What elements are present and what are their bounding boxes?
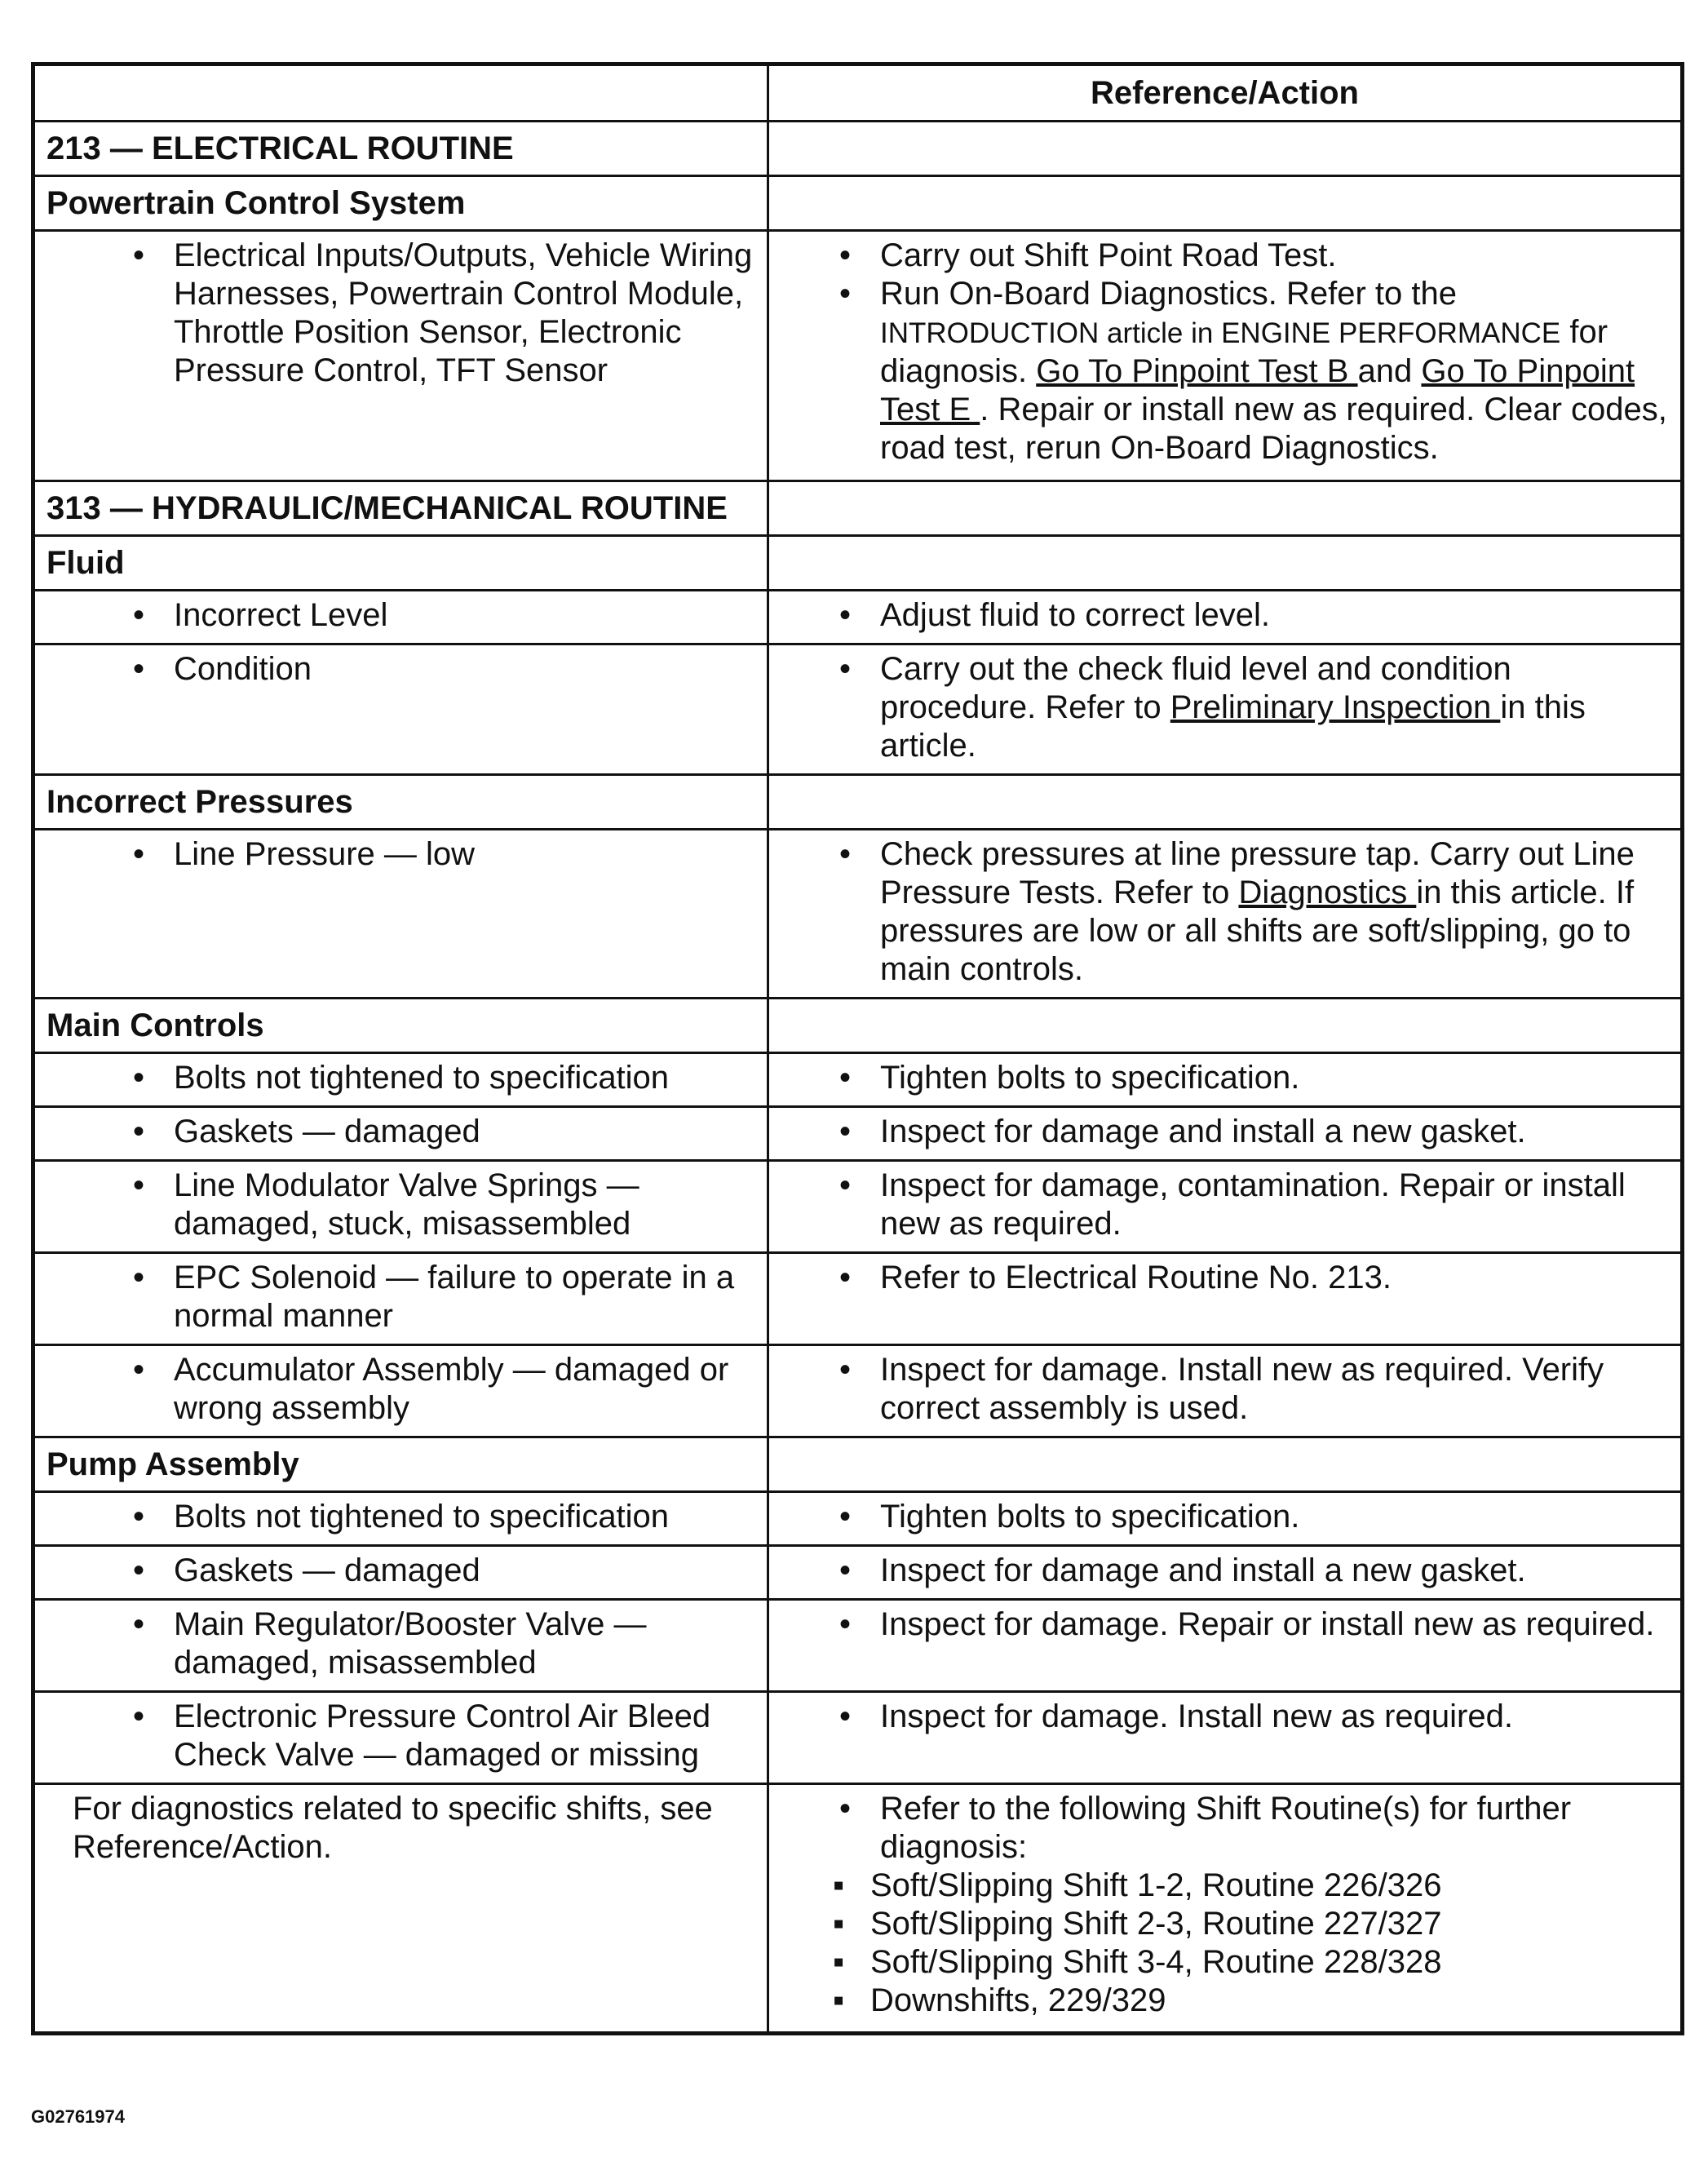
table-row — [33, 231, 1683, 481]
action-cell — [768, 1345, 1683, 1437]
symptom-item: • Line Modulator Valve Springs — damaged, stuck, misassembled — [35, 1167, 767, 1243]
empty-cell — [768, 481, 1683, 536]
pinpoint-test-b-link[interactable]: Go To Pinpoint Test B — [1036, 353, 1358, 389]
symptom-item: • Main Regulator/Booster Valve — damaged, misassembled — [35, 1605, 767, 1682]
symptom-item: • Bolts not tightened to specification — [35, 1059, 767, 1097]
symptom-cell — [33, 1053, 768, 1107]
shift-note-cell — [33, 1784, 768, 2034]
routine-313-row — [33, 481, 1683, 536]
action-cell — [768, 1784, 1683, 2034]
figure-id: G02761974 — [31, 2106, 125, 2127]
section-main-controls: Main Controls — [33, 999, 768, 1053]
action-cell — [768, 1253, 1683, 1345]
action-item: • Inspect for damage and install a new gasket. — [769, 1552, 1680, 1590]
header-row — [33, 64, 1683, 122]
action-cell — [768, 1546, 1683, 1600]
shift-routine-list — [769, 1867, 1680, 2020]
action-cell — [768, 1107, 1683, 1161]
table-row — [33, 1692, 1683, 1784]
action-cell — [768, 231, 1683, 481]
routine-213-title: 213 — ELECTRICAL ROUTINE — [33, 122, 768, 176]
pinpoint-test-e-link[interactable]: Go To Pinpoint Test E — [880, 353, 1635, 427]
table-row — [33, 1107, 1683, 1161]
shift-routine-item: ▪ Downshifts, 229/329 — [769, 1982, 1680, 2020]
symptom-item: • Incorrect Level — [35, 596, 767, 635]
symptom-item: • Electronic Pressure Control Air Bleed Check Valve — damaged or missing — [35, 1698, 767, 1774]
symptom-cell — [33, 591, 768, 644]
symptom-cell — [33, 231, 768, 481]
action-item: • Inspect for damage and install a new gasket. — [769, 1113, 1680, 1151]
action-cell — [768, 1492, 1683, 1546]
powertrain-section-row — [33, 176, 1683, 231]
symptom-item: • Condition — [35, 650, 767, 689]
table-row — [33, 1253, 1683, 1345]
article-reference: INTRODUCTION article in ENGINE PERFORMANCE — [880, 317, 1561, 349]
empty-cell — [768, 536, 1683, 591]
shift-routine-item: ▪ Soft/Slipping Shift 2-3, Routine 227/327 — [769, 1905, 1680, 1943]
action-cell — [768, 1053, 1683, 1107]
section-powertrain-control-system: Powertrain Control System — [33, 176, 768, 231]
empty-cell — [768, 775, 1683, 830]
symptom-item: • Gaskets — damaged — [35, 1113, 767, 1151]
routine-213-row — [33, 122, 1683, 176]
action-item: • Inspect for damage. Install new as required. — [769, 1698, 1680, 1736]
table-row — [33, 1053, 1683, 1107]
symptom-cell — [33, 1345, 768, 1437]
action-item: • Adjust fluid to correct level. — [769, 596, 1680, 635]
main-controls-section-row — [33, 999, 1683, 1053]
routine-313-title: 313 — HYDRAULIC/MECHANICAL ROUTINE — [33, 481, 768, 536]
empty-cell — [768, 122, 1683, 176]
symptom-item: • EPC Solenoid — failure to operate in a normal manner — [35, 1259, 767, 1335]
symptom-cell — [33, 1107, 768, 1161]
action-text: for diagnosis. — [880, 314, 1608, 389]
action-cell — [768, 1161, 1683, 1253]
table-row — [33, 591, 1683, 644]
shift-routines-row — [33, 1784, 1683, 2034]
section-pump-assembly: Pump Assembly — [33, 1437, 768, 1492]
symptom-cell — [33, 1492, 768, 1546]
table-row — [33, 1161, 1683, 1253]
table-row — [33, 830, 1683, 999]
action-text: . Repair or install new as required. Clear codes, road test, rerun On-Board Diagnostics. — [880, 392, 1667, 466]
symptom-item: • Gaskets — damaged — [35, 1552, 767, 1590]
action-text: in this article. If pressures are low or all shifts are soft/slipping, go to main controls. — [880, 875, 1635, 987]
action-item: • Tighten bolts to specification. — [769, 1498, 1680, 1536]
diagnosis-table — [31, 62, 1684, 2035]
action-item: • Inspect for damage. Repair or install new as required. — [769, 1605, 1680, 1644]
empty-cell — [768, 176, 1683, 231]
shift-routine-item: ▪ Soft/Slipping Shift 1-2, Routine 226/326 — [769, 1867, 1680, 1905]
action-item — [769, 835, 1680, 989]
action-item: • Tighten bolts to specification. — [769, 1059, 1680, 1097]
symptom-cell — [33, 1253, 768, 1345]
shift-note: For diagnostics related to specific shifts, see Reference/Action. — [73, 1791, 713, 1865]
header-reference-action: Reference/Action — [768, 64, 1683, 122]
diagnostics-link[interactable]: Diagnostics — [1238, 875, 1417, 910]
symptom-item: • Electrical Inputs/Outputs, Vehicle Wiring Harnesses, Powertrain Control Module, Throttle Position Sensor, Electronic Pressure Control, TFT Sensor — [35, 237, 767, 390]
shift-routine-item: ▪ Soft/Slipping Shift 3-4, Routine 228/328 — [769, 1943, 1680, 1982]
shift-action: Refer to the following Shift Routine(s) for further diagnosis: — [880, 1791, 1572, 1865]
symptom-item: • Accumulator Assembly — damaged or wrong assembly — [35, 1351, 767, 1428]
section-fluid: Fluid — [33, 536, 768, 591]
action-text: Run On-Board Diagnostics. Refer to the — [880, 276, 1458, 312]
action-item: • Inspect for damage, contamination. Repair or install new as required. — [769, 1167, 1680, 1243]
action-text: and — [1357, 353, 1422, 389]
action-item: • Inspect for damage. Install new as required. Verify correct assembly is used. — [769, 1351, 1680, 1428]
action-cell — [768, 830, 1683, 999]
table-row — [33, 1600, 1683, 1692]
pump-assembly-section-row — [33, 1437, 1683, 1492]
action-text: Carry out the check fluid level and condition procedure. Refer to — [880, 651, 1511, 725]
table-row — [33, 1492, 1683, 1546]
symptom-item: • Bolts not tightened to specification — [35, 1498, 767, 1536]
empty-cell — [768, 999, 1683, 1053]
action-text: Check pressures at line pressure tap. Carry out Line Pressure Tests. Refer to — [880, 836, 1635, 910]
symptom-cell — [33, 1600, 768, 1692]
action-item — [769, 275, 1680, 467]
action-item: • Carry out Shift Point Road Test. — [769, 237, 1680, 275]
action-cell — [768, 591, 1683, 644]
symptom-cell — [33, 1546, 768, 1600]
action-item — [769, 650, 1680, 765]
symptom-cell — [33, 644, 768, 775]
table-row — [33, 644, 1683, 775]
empty-cell — [768, 1437, 1683, 1492]
action-cell — [768, 644, 1683, 775]
section-incorrect-pressures: Incorrect Pressures — [33, 775, 768, 830]
symptom-cell — [33, 1161, 768, 1253]
fluid-section-row — [33, 536, 1683, 591]
action-cell — [768, 1692, 1683, 1784]
action-item: • Refer to Electrical Routine No. 213. — [769, 1259, 1680, 1297]
action-text: in this article. — [880, 689, 1586, 764]
table-row — [33, 1345, 1683, 1437]
action-cell — [768, 1600, 1683, 1692]
header-col1 — [33, 64, 768, 122]
preliminary-inspection-link[interactable]: Preliminary Inspection — [1170, 689, 1501, 725]
action-item — [769, 1790, 1680, 1867]
symptom-item: • Line Pressure — low — [35, 835, 767, 874]
pressures-section-row — [33, 775, 1683, 830]
symptom-cell — [33, 1692, 768, 1784]
table-row — [33, 1546, 1683, 1600]
diagnosis-document — [31, 62, 1679, 2035]
symptom-cell — [33, 830, 768, 999]
